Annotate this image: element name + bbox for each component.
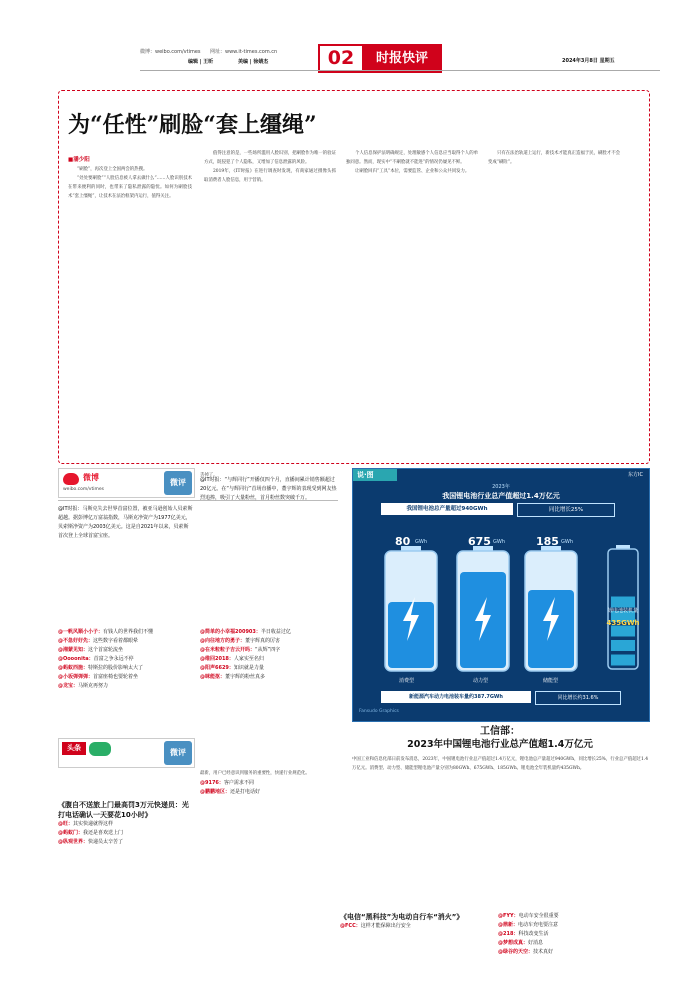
comment-column-2 — [204, 150, 336, 452]
coffee-cup-icon: 微评 — [164, 471, 192, 495]
wechat-icon — [89, 742, 111, 756]
comment-line: @蚂蚁门：我还是喜欢送上门 — [58, 830, 124, 836]
comment-column-1 — [68, 166, 192, 452]
comment-paragraph: 2019年，《IT时报》在进行调查时发现，有商家通过摄像头抓取消费者人脸信息，用于营销。 — [204, 168, 336, 183]
comment-line: @向往地方的勇子：董宇辉真的厉害 — [200, 638, 281, 644]
comment-paragraph: 让刷脸回归“工具”本位，需要监管、企业和公众共同发力。 — [355, 168, 470, 174]
comment-paragraph: 个人信息保护法明确规定，处理敏感个人信息应当取得个人的单独同意。然而，现实中“不刷脸就不能进”的情况仍屡见不鲜。 — [346, 151, 478, 165]
comment-line: @在米粒粒子吉云开吗：“从辉”四字 — [200, 647, 281, 653]
comment-line: @纵观世界：快递员太辛苦了 — [58, 839, 124, 845]
comment-line: @FYY：电动车安全很重要 — [498, 913, 559, 919]
headline-banner — [58, 738, 195, 768]
infographic-brand: 东方IC — [628, 472, 643, 478]
header-rule — [140, 70, 660, 71]
side-battery-segment — [611, 626, 635, 637]
page-number: 02 — [318, 44, 364, 73]
stat-bottom-right: 同比增长约31.6% — [535, 691, 621, 705]
stat-total: 我国锂电池总产量超过940GWh — [381, 503, 513, 515]
battery-unit-2: GWh — [561, 539, 573, 545]
comment-paragraph: “刷脸”，再次登上全国两会的热搜。 — [77, 167, 148, 172]
comment-line: @绿谷的天空：技术真好 — [498, 949, 554, 955]
battery-value-2: 185 — [536, 535, 559, 548]
comment-paragraph: 只有在法治轨道上运行，新技术才能真正造福于民，刷脸才不会变成“刷险”。 — [488, 151, 620, 165]
comment-line: @不急好好先：这些数字看着都眼晕 — [58, 638, 139, 644]
comment-line: @旺：其实快递就得这样 — [58, 821, 114, 827]
side-battery-segment — [611, 553, 635, 564]
designer-credit: 美编 | 徐婧杰 — [238, 59, 269, 65]
comment-line: @咪能抠：董宇辉的粉丝真多 — [200, 674, 266, 680]
infographic-year: 2023年 — [492, 484, 510, 490]
battery-unit-1: GWh — [493, 539, 505, 545]
article-source: 工信部： — [480, 726, 520, 737]
story-3-comments — [498, 912, 643, 982]
story-2 — [200, 770, 340, 850]
weibo-banner — [58, 468, 195, 498]
infographic-headline: 我国锂电池行业总产值超过1.4万亿元 — [442, 492, 560, 500]
infographic — [352, 468, 650, 722]
site-address: 网址：www.it-times.com.cn — [210, 49, 278, 55]
battery-label-2: 储能型 — [543, 678, 559, 684]
comment-line: @218：科技改变生活 — [498, 931, 549, 937]
story-title: 《电信“黑科技”为电动自行车“消火”》 — [340, 913, 464, 921]
battery-value-1: 675 — [468, 535, 491, 548]
comment-line: @鼎新：电动车充电要注意 — [498, 922, 559, 928]
infographic-corner-label: 说·图 — [353, 469, 397, 481]
story-3 — [340, 912, 490, 982]
comment-line: @龙宝：马斯克再努力 — [58, 683, 109, 689]
comment-line: @9176：客户需求不同 — [200, 779, 254, 786]
comment-line: @梦想成真：好消息 — [498, 940, 544, 946]
comment-tail: 丢掉了。 — [200, 473, 218, 478]
battery-unit-0: GWh — [415, 539, 427, 545]
battery-label-1: 动力型 — [473, 678, 489, 684]
side-label: 锂电池装机量 — [607, 608, 638, 614]
headline-logo: 头条 — [62, 742, 86, 755]
comment-line: @维回2018：人家实至名归 — [200, 656, 264, 662]
comment-line: @简单的小幸福200903：半日收益过亿 — [200, 629, 291, 635]
comment-paragraph: 值得注意的是，一些场所滥用人脸识别，把刷脸作为唯一的验证方式，既侵犯了个人隐私，又增加了信息泄露的风险。 — [204, 151, 336, 165]
battery-chart — [353, 469, 649, 721]
comment-byline: ■潘少阳 — [68, 157, 90, 163]
comment-column-3 — [346, 150, 478, 452]
article-body: 中国工业和信息化部日前发布消息，2023年，中国锂电池行业总产值超过1.4万亿元，锂电池总产量超过940GWh，同比增长25%，行业总产值超过1.4万亿元。消费型、动力型、储能型锂电池产量分别为80GWh、675GWh、185GWh。锂电池全年装机量约435GWh。 — [352, 757, 648, 771]
editor-credit: 编辑 | 王昕 — [188, 59, 214, 65]
article-title: 2023年中国锂电池行业总产值超1.4万亿元 — [407, 739, 593, 750]
weibo-logo: 微博 — [83, 473, 99, 482]
weibo-post-2: @IT时报：“与辉同行”开播仅四个月，直播间累计销售额超过20亿元。在“与辉同行”首场直播中，董宇辉的表现受到网友热烈追捧，吸引了大量粉丝，首月粉丝数突破千万。 — [200, 477, 337, 501]
weibo-address: 微博：weibo.com/vtimes — [140, 49, 201, 55]
comment-title: 为“任性”刷脸“套上缰绳” — [68, 112, 317, 138]
weibo-icon — [63, 473, 79, 485]
battery-label-0: 消费型 — [399, 678, 415, 684]
side-battery-segment — [611, 597, 635, 608]
weibo-site: weibo.com/vtimes — [63, 487, 104, 492]
comment-line: @Oooonita：首富之争永远不停 — [58, 656, 134, 662]
side-battery-segment — [611, 568, 635, 579]
comment-line: @阳声6629：知识就是力量 — [200, 665, 264, 671]
story-1 — [58, 800, 193, 980]
coffee-cup-icon: 微评 — [164, 741, 192, 765]
comment-paragraph: “处处要刷脸”“人脸信息被人拿去做什么”……人脸识别技术在带来便利的同时，也带来了隐私泄露的隐忧。如何为刷脸技术“套上缰绳”，让技术在法治框架内运行，值得关注。 — [68, 175, 192, 199]
weibo-post-1: @IT时报：马斯克失去世界首富位置，被亚马逊创始人贝索斯超越。据彭博亿万富翁指数，马斯克净资产为1977亿美元，贝索斯净资产为2003亿美元。这是自2021年以来，贝索斯首次登上全球首富宝座。 — [58, 506, 193, 539]
comment-line: @小坂弹弹弹：首富座椅也要轮着坐 — [58, 674, 139, 680]
comment-line: @鹏鹏地区：还是打电话好 — [200, 788, 261, 795]
stat-growth: 同比增长25% — [517, 503, 615, 517]
side-battery-segment — [611, 640, 635, 651]
section-title: 时报快评 — [362, 44, 442, 73]
side-battery-segment — [611, 655, 635, 666]
side-battery-segment — [611, 582, 635, 593]
infographic-source: Fansudo Graphics — [359, 709, 399, 714]
battery-value-0: 80 — [395, 535, 411, 548]
comment-line: @湘蒙见知：这个首富轮流坐 — [58, 647, 124, 653]
weibo-comments-1 — [58, 628, 193, 723]
side-value: 435GWh — [606, 619, 640, 627]
weibo-comments-2 — [200, 628, 340, 723]
issue-date: 2024年3月8日 星期五 — [562, 58, 615, 64]
comment-line: @FCC：这样才能保障出行安全 — [340, 923, 411, 929]
story-intro: 最新，用户已经意识到服务的重要性，快递行业规范化。 — [200, 771, 310, 776]
stat-bottom-left: 新能源汽车动力电池装车量约387.7GWh — [381, 691, 531, 703]
comment-line: @一帆风顺小小子：有钱人的世界我们不懂 — [58, 629, 154, 635]
comment-line: @蚂蚁西施：特斯拉的股价影响太大了 — [58, 665, 144, 671]
story-title: 《腹自不送旅上门最高罚3万元快递员：光打电话确认一天要花10小时》 — [58, 801, 189, 819]
comment-column-4 — [488, 150, 620, 452]
